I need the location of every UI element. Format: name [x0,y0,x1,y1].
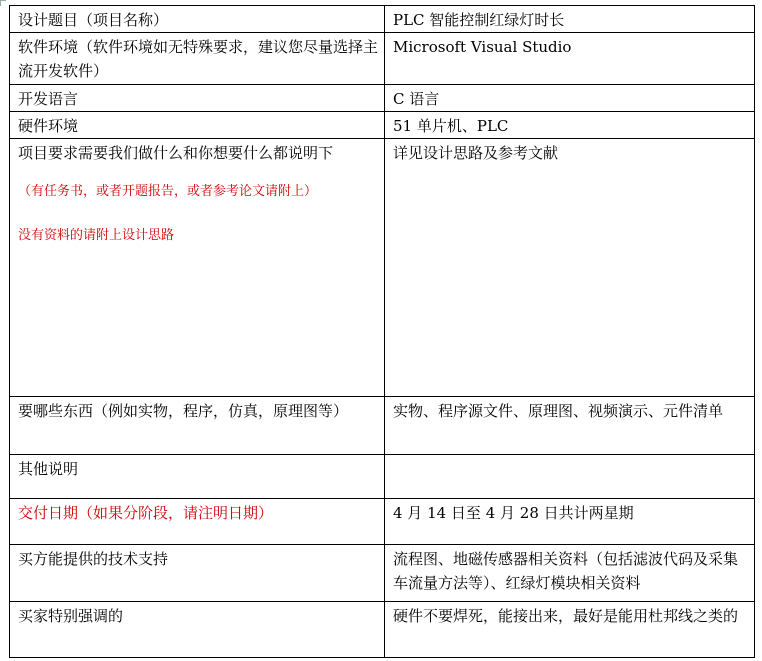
table-row [10,545,755,602]
value-cell: 硬件不要焊死，能接出来，最好是能用杜邦线之类的 [385,602,755,658]
label-cell: 软件环境（软件环境如无特殊要求，建议您尽量选择主流开发软件） [10,33,385,85]
value-cell: 流程图、地磁传感器相关资料（包括滤波代码及采集车流量方法等）、红绿灯模块相关资料 [385,545,755,602]
label-cell: 开发语言 [10,85,385,112]
attachment-note: （有任务书，或者开题报告，或者参考论文请附上） [18,184,318,199]
table-row [10,112,755,139]
page-corner-mark [0,0,6,6]
value-cell: 51 单片机、PLC [385,112,755,139]
table-row [10,6,755,33]
value-cell: Microsoft Visual Studio [385,33,755,85]
table-row [10,139,755,397]
table-row [10,33,755,85]
table-row [10,455,755,499]
label-text: 项目要求需要我们做什么和你想要什么都说明下 [18,144,334,162]
table-row [10,602,755,658]
value-cell [385,455,755,499]
label-cell: 买家特别强调的 [10,602,385,658]
label-cell: 要哪些东西（例如实物，程序，仿真，原理图等） [10,397,385,455]
value-cell: C 语言 [385,85,755,112]
delivery-date-label: 交付日期（如果分阶段，请注明日期） [10,499,385,545]
value-cell: 详见设计思路及参考文献 [385,139,755,397]
design-idea-note: 没有资料的请附上设计思路 [18,228,175,243]
label-cell: 设计题目（项目名称） [10,6,385,33]
requirements-label-cell [10,139,385,397]
value-cell: 4 月 14 日至 4 月 28 日共计两星期 [385,499,755,545]
table-row [10,397,755,455]
label-cell: 买方能提供的技术支持 [10,545,385,602]
table-row [10,499,755,545]
value-cell: 实物、程序源文件、原理图、视频演示、元件清单 [385,397,755,455]
label-cell: 其他说明 [10,455,385,499]
requirements-table [9,5,755,658]
value-cell: PLC 智能控制红绿灯时长 [385,6,755,33]
table-row [10,85,755,112]
label-cell: 硬件环境 [10,112,385,139]
